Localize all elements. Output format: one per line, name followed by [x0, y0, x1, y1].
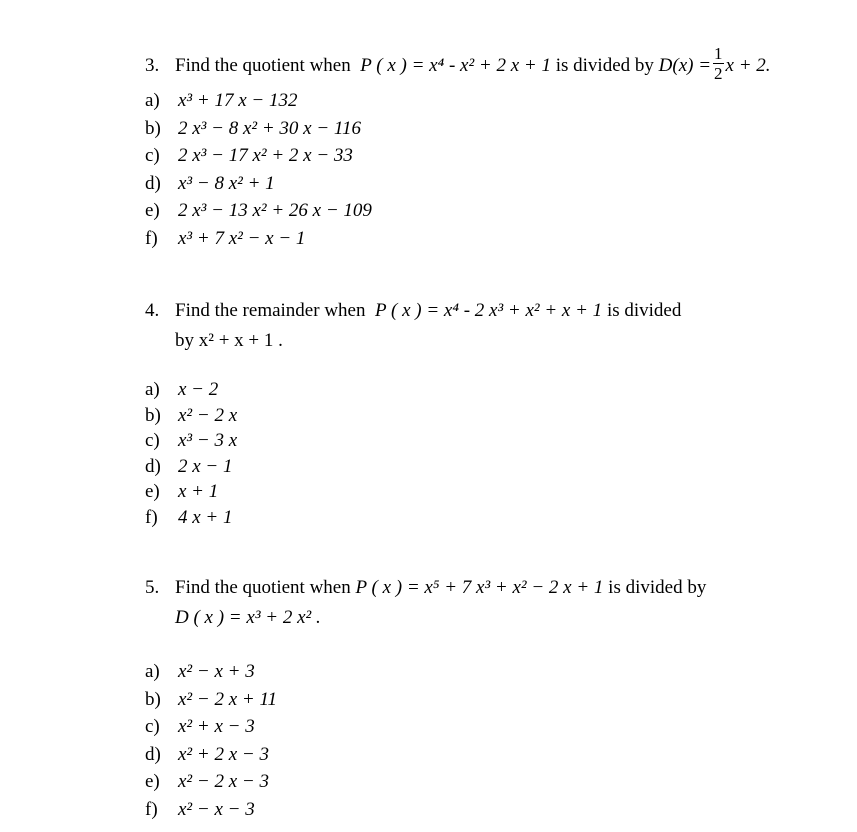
answer-option[interactable] [145, 91, 372, 119]
option-letter: d) [145, 743, 161, 765]
option-letter: f) [145, 798, 158, 820]
option-expression: x² − 2 x − 3 [178, 771, 269, 792]
polynomial-expression: P ( x ) = x⁴ - 2 x³ + x² + x + 1 [374, 300, 603, 321]
option-expression: x³ + 7 x² − x − 1 [178, 227, 306, 249]
option-letter: e) [145, 481, 160, 502]
question-3-prompt [145, 44, 771, 85]
answer-option[interactable] [145, 380, 237, 406]
option-letter: a) [145, 661, 160, 682]
option-letter: a) [145, 90, 160, 111]
question-text: Find the quotient when [175, 54, 351, 76]
divisor-expression-end: x + 2. [725, 54, 771, 76]
option-letter: b) [145, 117, 161, 139]
answer-option[interactable] [145, 229, 372, 257]
option-expression: x³ + 17 x − 132 [178, 90, 298, 111]
answer-option[interactable] [145, 457, 237, 483]
polynomial-expression: P ( x ) = x⁴ - x² + 2 x + 1 [360, 54, 551, 76]
option-expression: 4 x + 1 [178, 506, 233, 528]
option-expression: x + 1 [178, 481, 219, 502]
question-text: is divided by [555, 54, 654, 76]
option-expression: x² + x − 3 [178, 716, 255, 737]
option-letter: d) [145, 172, 161, 194]
option-expression: x² − 2 x [178, 404, 238, 426]
option-expression: x² + 2 x − 3 [178, 743, 269, 765]
question-number: 5. [145, 577, 160, 598]
option-expression: x² − 2 x + 11 [178, 688, 278, 710]
polynomial-expression: P ( x ) = x⁵ + 7 x³ + x² − 2 x + 1 [355, 577, 604, 598]
answer-option[interactable] [145, 119, 372, 147]
answer-option[interactable] [145, 662, 277, 690]
option-expression: 2 x³ − 17 x² + 2 x − 33 [178, 145, 353, 166]
option-expression: 2 x − 1 [178, 455, 233, 477]
answer-option[interactable] [145, 800, 277, 828]
fraction-numerator: 1 [714, 44, 723, 63]
option-letter: e) [145, 771, 160, 792]
answer-option[interactable] [145, 431, 237, 457]
option-letter: a) [145, 379, 160, 400]
question-text: is divided [606, 300, 682, 321]
answer-option[interactable] [145, 772, 277, 800]
fraction-one-half [713, 45, 724, 82]
question-text: Find the quotient when [175, 577, 351, 598]
option-letter: c) [145, 145, 160, 166]
answer-option[interactable] [145, 745, 277, 773]
question-5-prompt [145, 578, 706, 597]
option-letter: c) [145, 716, 160, 737]
answer-option[interactable] [145, 406, 237, 432]
option-expression: 2 x³ − 8 x² + 30 x − 116 [178, 117, 361, 139]
answer-option[interactable] [145, 482, 237, 508]
option-letter: d) [145, 455, 161, 477]
answer-option[interactable] [145, 174, 372, 202]
option-expression: 2 x³ − 13 x² + 26 x − 109 [178, 200, 372, 221]
option-letter: c) [145, 430, 160, 451]
option-letter: f) [145, 227, 158, 249]
option-expression: x² − x − 3 [178, 798, 255, 820]
answer-option[interactable] [145, 690, 277, 718]
question-4-options [145, 380, 237, 533]
answer-option[interactable] [145, 201, 372, 229]
question-5-options [145, 662, 277, 827]
option-expression: x − 2 [178, 379, 219, 400]
answer-option[interactable] [145, 146, 372, 174]
fraction-denominator: 2 [714, 64, 723, 83]
question-number: 4. [145, 300, 160, 321]
option-expression: x³ − 3 x [178, 430, 238, 451]
question-4-prompt [145, 301, 681, 320]
option-letter: b) [145, 404, 161, 426]
question-5-continuation: D ( x ) = x³ + 2 x² . [175, 607, 321, 628]
question-4-continuation: by x² + x + 1 . [175, 330, 283, 351]
option-expression: x³ − 8 x² + 1 [178, 172, 275, 194]
option-letter: b) [145, 688, 161, 710]
option-expression: x² − x + 3 [178, 661, 255, 682]
question-number: 3. [145, 54, 160, 76]
answer-option[interactable] [145, 508, 237, 534]
option-letter: e) [145, 200, 160, 221]
option-letter: f) [145, 506, 158, 528]
divisor-expression: D(x) = [658, 54, 712, 76]
answer-option[interactable] [145, 717, 277, 745]
question-3-options [145, 91, 372, 256]
question-text: is divided by [608, 577, 707, 598]
question-text: Find the remainder when [175, 300, 366, 321]
